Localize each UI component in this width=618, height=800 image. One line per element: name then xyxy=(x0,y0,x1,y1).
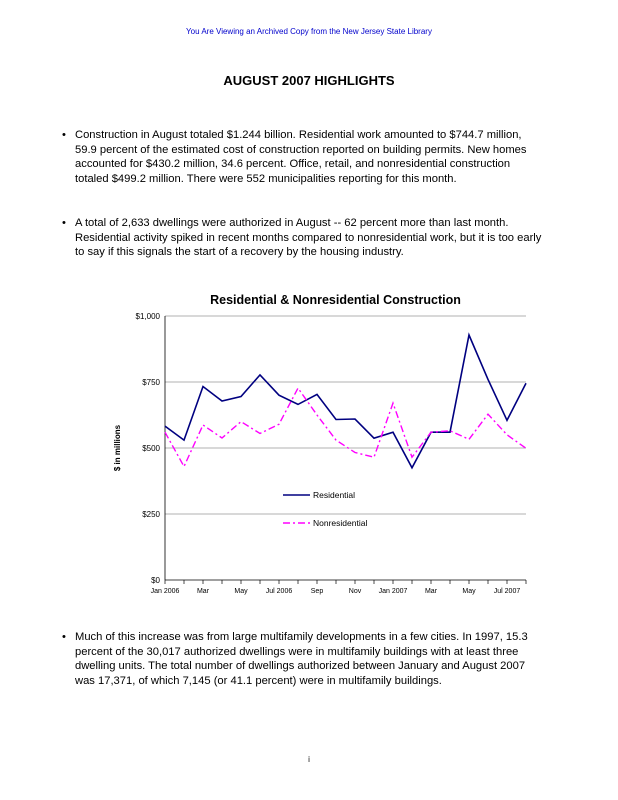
x-tick-label: Nov xyxy=(348,588,362,595)
bullet-item xyxy=(62,630,545,688)
bullet-text: A total of 2,633 dwellings were authorized in August -- 62 percent more than last month. Residential activity spiked in recent months compared to nonresidential work, but it is too early to say if this signals the start of a recovery by the housing industry. xyxy=(75,217,542,259)
x-tick-label: Jul 2006 xyxy=(265,588,293,595)
x-tick-label: Mar xyxy=(424,588,438,595)
bullet-marker: • xyxy=(62,631,66,643)
page-title: AUGUST 2007 HIGHLIGHTS xyxy=(223,73,395,88)
construction-line-chart xyxy=(108,285,538,605)
y-tick-label: $750 xyxy=(142,378,160,387)
x-tick-label: May xyxy=(462,588,476,595)
bullet-marker: • xyxy=(62,129,66,141)
x-tick-label: Mar xyxy=(196,588,210,595)
chart-title: Residential & Nonresidential Construction xyxy=(210,293,461,307)
y-tick-label: $0 xyxy=(151,576,160,585)
legend-label: Residential xyxy=(313,490,356,500)
bullet-text: Much of this increase was from large multifamily developments in a few cities. In 1997, 15.3 percent of the 30,017 authorized dwellings were in multifamily buildings with at least three dwelling units. The total number of dwellings authorized between January and August 2007 was 17,371, of which 7,145 (or 41.1 percent) were in multifamily buildings. xyxy=(75,631,528,687)
archive-notice: You Are Viewing an Archived Copy from the New Jersey State Library xyxy=(186,27,432,36)
x-tick-label: Jul 2007 xyxy=(493,588,521,595)
y-tick-label: $1,000 xyxy=(135,312,160,321)
page-number: i xyxy=(308,755,310,764)
y-tick-label: $250 xyxy=(142,510,160,519)
x-tick-label: Jan 2007 xyxy=(378,588,408,595)
x-tick-label: Sep xyxy=(310,588,324,595)
legend-label: Nonresidential xyxy=(313,518,368,528)
bullet-item xyxy=(62,216,545,260)
y-axis-label: $ in millions xyxy=(113,424,122,472)
bullet-item xyxy=(62,128,545,186)
x-tick-label: May xyxy=(234,588,248,595)
x-tick-label: Jan 2006 xyxy=(150,588,180,595)
bullet-text: Construction in August totaled $1.244 billion. Residential work amounted to $744.7 million, 59.9 percent of the estimated cost of construction reported on building permits. New homes accounted for $430.2 million, 34.6 percent. Office, retail, and nonresidential construction totaled $499.2 million. There were 552 municipalities reporting for this month. xyxy=(75,129,527,185)
y-tick-label: $500 xyxy=(142,444,160,453)
bullet-marker: • xyxy=(62,217,66,229)
series-line-nonresidential xyxy=(165,388,526,466)
